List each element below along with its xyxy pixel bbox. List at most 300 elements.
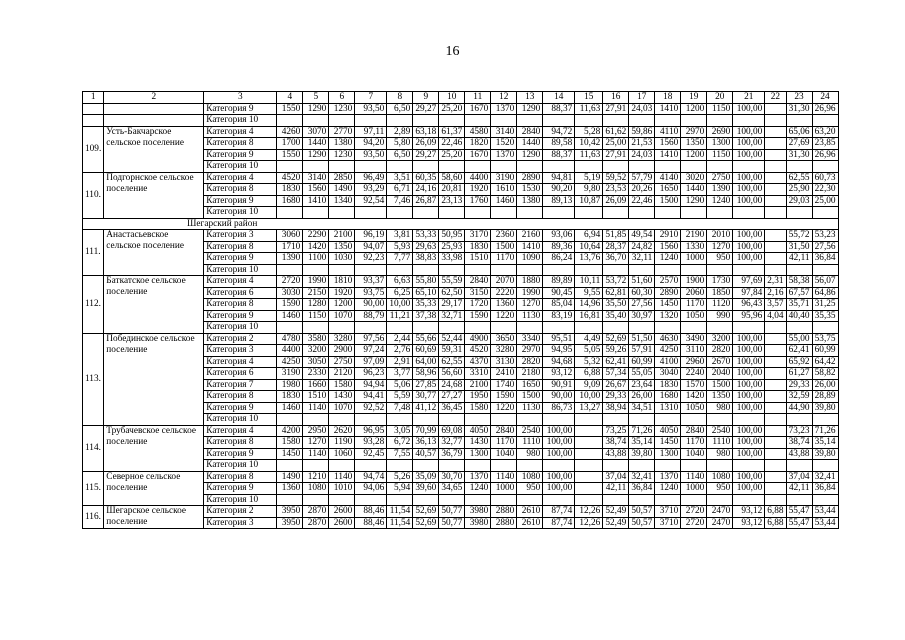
- column-header: 19: [681, 92, 707, 104]
- value-cell: 2160: [517, 230, 543, 242]
- value-cell: 1290: [303, 103, 329, 115]
- value-cell: 2410: [491, 368, 517, 380]
- value-cell: 1040: [681, 448, 707, 460]
- value-cell: 5,59: [387, 391, 413, 403]
- settlement-name: [104, 103, 204, 115]
- value-cell: [277, 322, 303, 334]
- value-cell: [812, 115, 838, 127]
- value-cell: [575, 483, 603, 495]
- value-cell: [733, 115, 765, 127]
- value-cell: [655, 264, 681, 276]
- value-cell: 64,42: [812, 356, 838, 368]
- value-cell: 24,68: [439, 379, 465, 391]
- value-cell: 1880: [517, 276, 543, 288]
- value-cell: [439, 414, 465, 426]
- value-cell: 50,57: [629, 517, 655, 529]
- value-cell: 980: [517, 448, 543, 460]
- value-cell: [655, 322, 681, 334]
- value-cell: 87,74: [543, 517, 575, 529]
- value-cell: 43,88: [786, 448, 812, 460]
- value-cell: [413, 115, 439, 127]
- value-cell: [681, 115, 707, 127]
- value-cell: 100,00: [543, 448, 575, 460]
- value-cell: 2610: [517, 517, 543, 529]
- value-cell: 1390: [707, 184, 733, 196]
- value-cell: 1900: [681, 276, 707, 288]
- value-cell: 1560: [655, 138, 681, 150]
- value-cell: 97,24: [355, 345, 387, 357]
- value-cell: 100,00: [733, 172, 765, 184]
- value-cell: 1350: [681, 138, 707, 150]
- value-cell: [765, 460, 786, 472]
- value-cell: 62,55: [439, 356, 465, 368]
- value-cell: [629, 460, 655, 472]
- value-cell: 3140: [491, 126, 517, 138]
- category-cell: Категория 10: [204, 115, 277, 127]
- value-cell: 1590: [277, 299, 303, 311]
- value-cell: 1030: [329, 253, 355, 265]
- value-cell: 1370: [465, 471, 491, 483]
- value-cell: 94,95: [543, 345, 575, 357]
- value-cell: 100,00: [733, 391, 765, 403]
- value-cell: [277, 115, 303, 127]
- value-cell: 950: [707, 483, 733, 495]
- value-cell: 3070: [303, 126, 329, 138]
- value-cell: 1360: [491, 299, 517, 311]
- column-header: 20: [707, 92, 733, 104]
- value-cell: 58,60: [439, 172, 465, 184]
- table-row: [83, 333, 839, 345]
- value-cell: 100,00: [733, 471, 765, 483]
- value-cell: 29,03: [786, 195, 812, 207]
- column-header: 22: [765, 92, 786, 104]
- value-cell: 43,88: [603, 448, 629, 460]
- value-cell: 36,79: [439, 448, 465, 460]
- value-cell: 55,59: [439, 276, 465, 288]
- value-cell: 6,50: [387, 103, 413, 115]
- value-cell: 31,30: [786, 149, 812, 161]
- value-cell: [629, 264, 655, 276]
- value-cell: 2470: [707, 506, 733, 518]
- category-cell: Категория 3: [204, 230, 277, 242]
- value-cell: 1450: [655, 437, 681, 449]
- value-cell: 1580: [465, 402, 491, 414]
- value-cell: 6,88: [765, 517, 786, 529]
- value-cell: 35,50: [603, 299, 629, 311]
- table-row: [83, 103, 839, 115]
- value-cell: 36,70: [603, 253, 629, 265]
- value-cell: 73,25: [603, 425, 629, 437]
- value-cell: 56,60: [439, 368, 465, 380]
- value-cell: 100,00: [733, 425, 765, 437]
- value-cell: 92,45: [355, 448, 387, 460]
- value-cell: [413, 207, 439, 219]
- value-cell: 1230: [329, 149, 355, 161]
- value-cell: 58,82: [812, 368, 838, 380]
- value-cell: 26,09: [413, 138, 439, 150]
- value-cell: 1550: [277, 103, 303, 115]
- value-cell: [681, 207, 707, 219]
- value-cell: [439, 264, 465, 276]
- value-cell: 52,69: [603, 333, 629, 345]
- value-cell: [491, 460, 517, 472]
- value-cell: 5,05: [575, 345, 603, 357]
- value-cell: [765, 126, 786, 138]
- value-cell: 51,85: [603, 230, 629, 242]
- value-cell: [603, 322, 629, 334]
- row-number: 114.: [83, 425, 104, 471]
- value-cell: [517, 414, 543, 426]
- row-number: 113.: [83, 333, 104, 425]
- value-cell: 3710: [655, 517, 681, 529]
- value-cell: 4050: [465, 425, 491, 437]
- value-cell: [277, 414, 303, 426]
- column-header: 6: [329, 92, 355, 104]
- value-cell: 3490: [681, 333, 707, 345]
- value-cell: 2820: [707, 345, 733, 357]
- value-cell: 1240: [655, 253, 681, 265]
- value-cell: 980: [707, 402, 733, 414]
- value-cell: 94,72: [543, 126, 575, 138]
- value-cell: 32,11: [629, 253, 655, 265]
- table-row: [83, 172, 839, 184]
- value-cell: 1410: [517, 241, 543, 253]
- value-cell: 2750: [329, 356, 355, 368]
- value-cell: 100,00: [543, 425, 575, 437]
- settlement-name: Анастасьевское сельское поселение: [104, 230, 204, 276]
- value-cell: [329, 322, 355, 334]
- value-cell: [439, 115, 465, 127]
- value-cell: 93,37: [355, 276, 387, 288]
- value-cell: 31,25: [812, 299, 838, 311]
- value-cell: [681, 322, 707, 334]
- value-cell: [575, 414, 603, 426]
- value-cell: [413, 460, 439, 472]
- value-cell: 2,44: [387, 333, 413, 345]
- value-cell: 1460: [491, 195, 517, 207]
- value-cell: 27,27: [439, 391, 465, 403]
- value-cell: 2150: [303, 287, 329, 299]
- value-cell: 25,90: [786, 184, 812, 196]
- value-cell: 100,00: [733, 253, 765, 265]
- value-cell: 36,13: [413, 437, 439, 449]
- value-cell: [439, 494, 465, 506]
- value-cell: [491, 322, 517, 334]
- value-cell: 1080: [707, 471, 733, 483]
- value-cell: [439, 322, 465, 334]
- category-cell: Категория 10: [204, 414, 277, 426]
- value-cell: [517, 322, 543, 334]
- value-cell: 35,33: [413, 299, 439, 311]
- value-cell: 63,18: [413, 126, 439, 138]
- value-cell: 3280: [329, 333, 355, 345]
- column-header: 16: [603, 92, 629, 104]
- value-cell: [655, 207, 681, 219]
- row-number: [83, 115, 104, 127]
- value-cell: 2720: [277, 276, 303, 288]
- value-cell: [655, 460, 681, 472]
- value-cell: 59,52: [603, 172, 629, 184]
- value-cell: 33,98: [439, 253, 465, 265]
- value-cell: [765, 264, 786, 276]
- value-cell: 2100: [329, 230, 355, 242]
- value-cell: 27,69: [786, 138, 812, 150]
- value-cell: 4200: [277, 425, 303, 437]
- column-header: 1: [83, 92, 104, 104]
- category-cell: Категория 8: [204, 138, 277, 150]
- table-row: [83, 425, 839, 437]
- category-cell: Категория 4: [204, 172, 277, 184]
- value-cell: 23,13: [439, 195, 465, 207]
- value-cell: [786, 207, 812, 219]
- value-cell: 10,11: [575, 276, 603, 288]
- value-cell: 37,04: [603, 471, 629, 483]
- value-cell: 25,00: [603, 138, 629, 150]
- value-cell: 1450: [277, 448, 303, 460]
- value-cell: 1000: [491, 483, 517, 495]
- value-cell: [681, 414, 707, 426]
- value-cell: 1420: [681, 391, 707, 403]
- value-cell: [765, 333, 786, 345]
- value-cell: 1950: [465, 391, 491, 403]
- value-cell: 1820: [465, 138, 491, 150]
- category-cell: Категория 9: [204, 253, 277, 265]
- value-cell: 1140: [329, 471, 355, 483]
- value-cell: [603, 494, 629, 506]
- value-cell: 2670: [707, 356, 733, 368]
- value-cell: 4400: [465, 172, 491, 184]
- value-cell: 4050: [655, 425, 681, 437]
- value-cell: 950: [707, 253, 733, 265]
- value-cell: 31,50: [786, 241, 812, 253]
- value-cell: [465, 414, 491, 426]
- value-cell: [629, 207, 655, 219]
- value-cell: 22,30: [812, 184, 838, 196]
- value-cell: 29,63: [413, 241, 439, 253]
- value-cell: 3,81: [387, 230, 413, 242]
- value-cell: 52,69: [413, 506, 439, 518]
- value-cell: 70,99: [413, 425, 439, 437]
- column-header: 10: [439, 92, 465, 104]
- district-row: [83, 218, 839, 230]
- value-cell: 11,63: [575, 103, 603, 115]
- value-cell: 1170: [491, 437, 517, 449]
- value-cell: 42,11: [786, 483, 812, 495]
- value-cell: 97,84: [733, 287, 765, 299]
- value-cell: 2960: [681, 356, 707, 368]
- value-cell: 26,96: [812, 103, 838, 115]
- value-cell: 40,40: [786, 310, 812, 322]
- table-row: [83, 506, 839, 518]
- value-cell: [277, 460, 303, 472]
- value-cell: 37,38: [413, 310, 439, 322]
- value-cell: [707, 322, 733, 334]
- value-cell: 2770: [329, 126, 355, 138]
- value-cell: 6,63: [387, 276, 413, 288]
- value-cell: 1050: [681, 402, 707, 414]
- header-row: [83, 92, 839, 104]
- value-cell: [387, 161, 413, 173]
- value-cell: 1520: [491, 138, 517, 150]
- value-cell: 55,47: [786, 517, 812, 529]
- value-cell: 28,37: [603, 241, 629, 253]
- value-cell: 3,05: [387, 425, 413, 437]
- value-cell: 1140: [303, 402, 329, 414]
- value-cell: [329, 264, 355, 276]
- value-cell: 1080: [303, 483, 329, 495]
- value-cell: [387, 115, 413, 127]
- value-cell: 1080: [517, 471, 543, 483]
- value-cell: 88,46: [355, 517, 387, 529]
- value-cell: [543, 115, 575, 127]
- value-cell: [277, 264, 303, 276]
- value-cell: 1680: [277, 195, 303, 207]
- value-cell: 50,77: [439, 506, 465, 518]
- value-cell: 2880: [491, 506, 517, 518]
- value-cell: 2040: [707, 368, 733, 380]
- value-cell: 100,00: [733, 448, 765, 460]
- value-cell: 57,79: [629, 172, 655, 184]
- value-cell: 60,30: [629, 287, 655, 299]
- value-cell: 3650: [491, 333, 517, 345]
- value-cell: [303, 207, 329, 219]
- value-cell: [765, 448, 786, 460]
- value-cell: 1350: [707, 391, 733, 403]
- value-cell: 3980: [465, 506, 491, 518]
- value-cell: 86,73: [543, 402, 575, 414]
- value-cell: [491, 115, 517, 127]
- value-cell: 2890: [655, 287, 681, 299]
- value-cell: 22,46: [629, 195, 655, 207]
- value-cell: [765, 207, 786, 219]
- value-cell: 1680: [655, 391, 681, 403]
- value-cell: 1500: [517, 391, 543, 403]
- value-cell: 100,00: [733, 356, 765, 368]
- value-cell: 100,00: [733, 437, 765, 449]
- value-cell: 7,77: [387, 253, 413, 265]
- category-cell: Категория 10: [204, 460, 277, 472]
- value-cell: 23,64: [629, 379, 655, 391]
- value-cell: 26,67: [603, 379, 629, 391]
- value-cell: 1560: [655, 241, 681, 253]
- value-cell: 2010: [707, 230, 733, 242]
- value-cell: 1390: [277, 253, 303, 265]
- value-cell: [465, 115, 491, 127]
- value-cell: 93,50: [355, 103, 387, 115]
- value-cell: 1300: [707, 138, 733, 150]
- column-header: 8: [387, 92, 413, 104]
- value-cell: [733, 264, 765, 276]
- value-cell: 1830: [655, 379, 681, 391]
- value-cell: 93,06: [543, 230, 575, 242]
- value-cell: 100,00: [733, 333, 765, 345]
- category-cell: Категория 9: [204, 310, 277, 322]
- value-cell: 88,37: [543, 103, 575, 115]
- value-cell: 100,00: [733, 379, 765, 391]
- value-cell: 93,12: [733, 517, 765, 529]
- value-cell: [575, 425, 603, 437]
- value-cell: 52,44: [439, 333, 465, 345]
- value-cell: 1500: [655, 195, 681, 207]
- value-cell: [812, 460, 838, 472]
- table-row: [83, 471, 839, 483]
- value-cell: [786, 494, 812, 506]
- value-cell: [603, 264, 629, 276]
- value-cell: 4110: [655, 126, 681, 138]
- value-cell: 6,71: [387, 184, 413, 196]
- category-cell: Категория 8: [204, 391, 277, 403]
- category-cell: Категория 9: [204, 195, 277, 207]
- value-cell: [303, 414, 329, 426]
- value-cell: 1420: [303, 241, 329, 253]
- value-cell: 22,46: [439, 138, 465, 150]
- value-cell: 25,20: [439, 149, 465, 161]
- value-cell: 2950: [303, 425, 329, 437]
- value-cell: [491, 494, 517, 506]
- value-cell: [517, 460, 543, 472]
- value-cell: 1040: [491, 448, 517, 460]
- value-cell: 61,62: [603, 126, 629, 138]
- value-cell: [765, 379, 786, 391]
- category-cell: Категория 4: [204, 126, 277, 138]
- value-cell: [765, 161, 786, 173]
- value-cell: 1590: [491, 391, 517, 403]
- value-cell: [355, 264, 387, 276]
- column-header: 21: [733, 92, 765, 104]
- value-cell: 1450: [655, 299, 681, 311]
- value-cell: [303, 264, 329, 276]
- value-cell: 1500: [491, 241, 517, 253]
- value-cell: 9,80: [575, 184, 603, 196]
- value-cell: 93,12: [733, 506, 765, 518]
- value-cell: 1190: [329, 437, 355, 449]
- value-cell: 57,91: [629, 345, 655, 357]
- value-cell: [355, 115, 387, 127]
- value-cell: 5,32: [575, 356, 603, 368]
- value-cell: [786, 161, 812, 173]
- value-cell: 53,44: [812, 506, 838, 518]
- value-cell: 24,03: [629, 103, 655, 115]
- value-cell: 100,00: [543, 471, 575, 483]
- value-cell: 1580: [277, 437, 303, 449]
- value-cell: 16,81: [575, 310, 603, 322]
- value-cell: [655, 115, 681, 127]
- value-cell: 3950: [277, 506, 303, 518]
- value-cell: 2070: [491, 276, 517, 288]
- value-cell: [543, 460, 575, 472]
- value-cell: 2850: [329, 172, 355, 184]
- value-cell: 97,09: [355, 356, 387, 368]
- value-cell: 1290: [681, 195, 707, 207]
- value-cell: 53,33: [413, 230, 439, 242]
- value-cell: 23,53: [603, 184, 629, 196]
- value-cell: 92,52: [355, 402, 387, 414]
- value-cell: [812, 494, 838, 506]
- value-cell: 26,00: [629, 391, 655, 403]
- column-header: 18: [655, 92, 681, 104]
- column-header: 14: [543, 92, 575, 104]
- value-cell: 58,38: [786, 276, 812, 288]
- value-cell: 93,50: [355, 149, 387, 161]
- value-cell: 6,94: [575, 230, 603, 242]
- column-header: 15: [575, 92, 603, 104]
- value-cell: 27,85: [413, 379, 439, 391]
- value-cell: 94,74: [355, 471, 387, 483]
- category-cell: Категория 10: [204, 494, 277, 506]
- district-name: Шегарский район: [83, 218, 839, 230]
- value-cell: 62,55: [786, 172, 812, 184]
- value-cell: [517, 161, 543, 173]
